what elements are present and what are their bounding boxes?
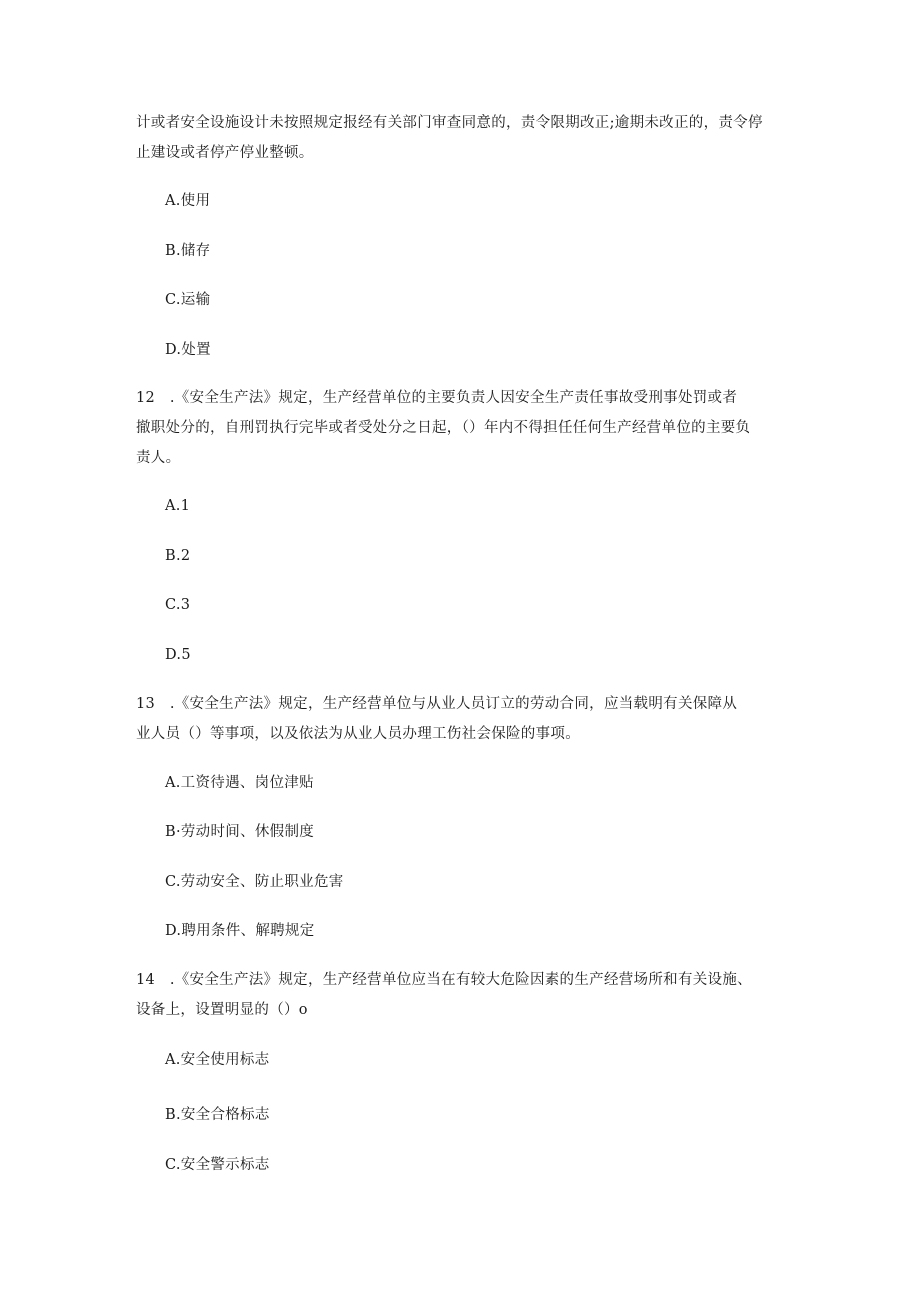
question-14-line: 14 .《安全生产法》规定，生产经营单位应当在有较大危险因素的生产经营场所和有关设施、: [136, 972, 752, 988]
option-c: C.3: [165, 597, 191, 613]
question-14-line: 设备上，设置明显的（）o: [136, 1002, 308, 1018]
question-12-line: 撤职处分的，自刑罚执行完毕或者受处分之日起，（）年内不得担任任何生产经营单位的主要负: [136, 420, 751, 436]
paragraph-line: 止建设或者停产停业整顿。: [136, 145, 314, 161]
option-b: B.安全合格标志: [165, 1107, 270, 1123]
option-a: A.使用: [165, 193, 211, 209]
option-b: B·劳动时间、休假制度: [165, 824, 315, 840]
option-b: B.储存: [165, 243, 211, 259]
question-12-line: 12 .《安全生产法》规定，生产经营单位的主要负责人因安全生产责任事故受刑事处罚或者: [136, 390, 738, 406]
option-a: A.1: [165, 498, 191, 514]
question-13-line: 13 .《安全生产法》规定，生产经营单位与从业人员订立的劳动合同，应当载明有关保障从: [136, 696, 738, 712]
paragraph-line: 计或者安全设施设计未按照规定报经有关部门审查同意的，责令限期改正;逾期未改正的，责令停: [136, 115, 763, 131]
option-d: D.聘用条件、解聘规定: [165, 923, 315, 939]
option-c: C.运输: [165, 292, 211, 308]
option-c: C.劳动安全、防止职业危害: [165, 874, 344, 890]
option-a: A.安全使用标志: [165, 1052, 270, 1068]
option-d: D.5: [165, 647, 191, 663]
question-12-line: 责人。: [136, 450, 181, 466]
option-c: C.安全警示标志: [165, 1157, 270, 1173]
question-13-line: 业人员（）等事项，以及依法为从业人员办理工伤社会保险的事项。: [136, 726, 580, 742]
option-b: B.2: [165, 548, 191, 564]
option-d: D.处置: [165, 342, 211, 358]
option-a: A.工资待遇、岗位津贴: [165, 775, 314, 791]
